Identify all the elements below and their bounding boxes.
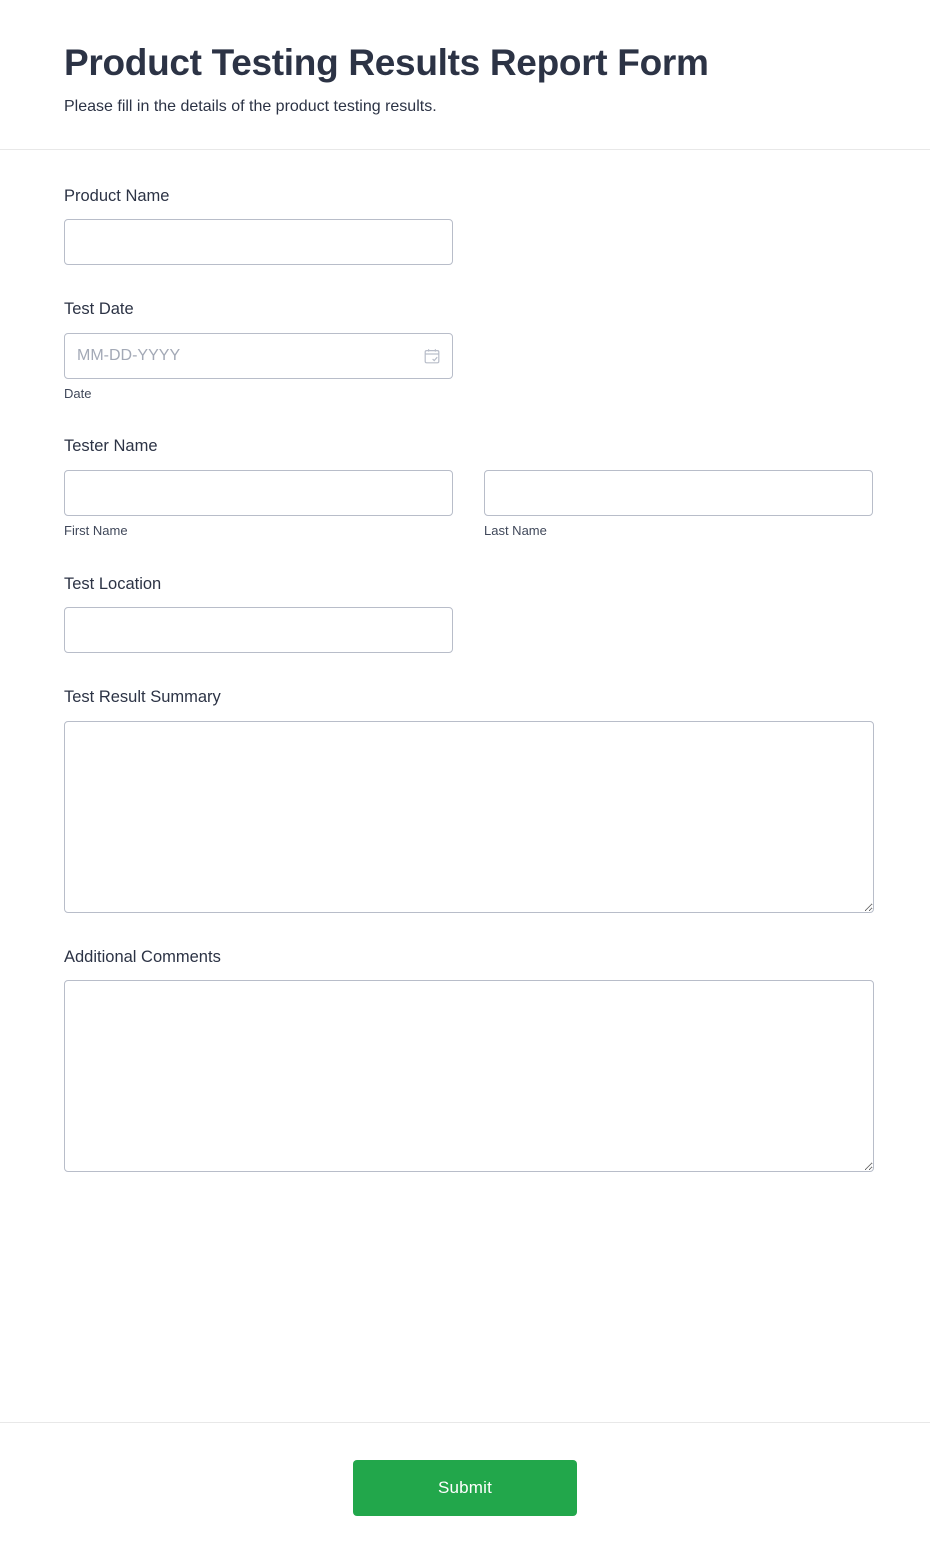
form-body <box>0 150 930 1422</box>
test-date-sub-label: Date <box>64 385 92 401</box>
tester-first-name-sub-label: First Name <box>64 522 128 538</box>
test-date-input[interactable] <box>64 333 453 379</box>
tester-last-name-input[interactable] <box>484 470 873 516</box>
field-test-date <box>64 299 866 402</box>
test-date-label: Test Date <box>64 300 134 319</box>
test-result-summary-textarea[interactable] <box>64 721 874 913</box>
tester-name-label: Tester Name <box>64 437 158 456</box>
test-location-input[interactable] <box>64 607 453 653</box>
test-date-input-wrapper <box>64 333 453 379</box>
test-location-label: Test Location <box>64 574 162 593</box>
tester-first-name-group <box>64 470 453 540</box>
tester-name-row <box>64 470 866 540</box>
form-header <box>0 0 930 150</box>
calendar-icon[interactable] <box>424 348 440 364</box>
form-subtitle: Please fill in the details of the product testing results. <box>64 98 437 116</box>
field-additional-comments <box>64 947 866 1172</box>
product-name-label: Product Name <box>64 186 170 205</box>
tester-first-name-input[interactable] <box>64 470 453 516</box>
page-title: Product Testing Results Report Form <box>64 42 709 83</box>
form-footer <box>0 1422 930 1556</box>
product-name-input[interactable] <box>64 219 453 265</box>
additional-comments-textarea[interactable] <box>64 980 874 1172</box>
additional-comments-label: Additional Comments <box>64 947 221 966</box>
tester-last-name-group <box>484 470 873 540</box>
tester-last-name-sub-label: Last Name <box>484 522 547 538</box>
test-result-summary-label: Test Result Summary <box>64 688 221 707</box>
submit-button[interactable]: Submit <box>353 1460 577 1516</box>
field-test-location <box>64 574 866 653</box>
field-test-result-summary <box>64 687 866 912</box>
field-product-name <box>64 186 866 265</box>
field-tester-name <box>64 436 866 539</box>
